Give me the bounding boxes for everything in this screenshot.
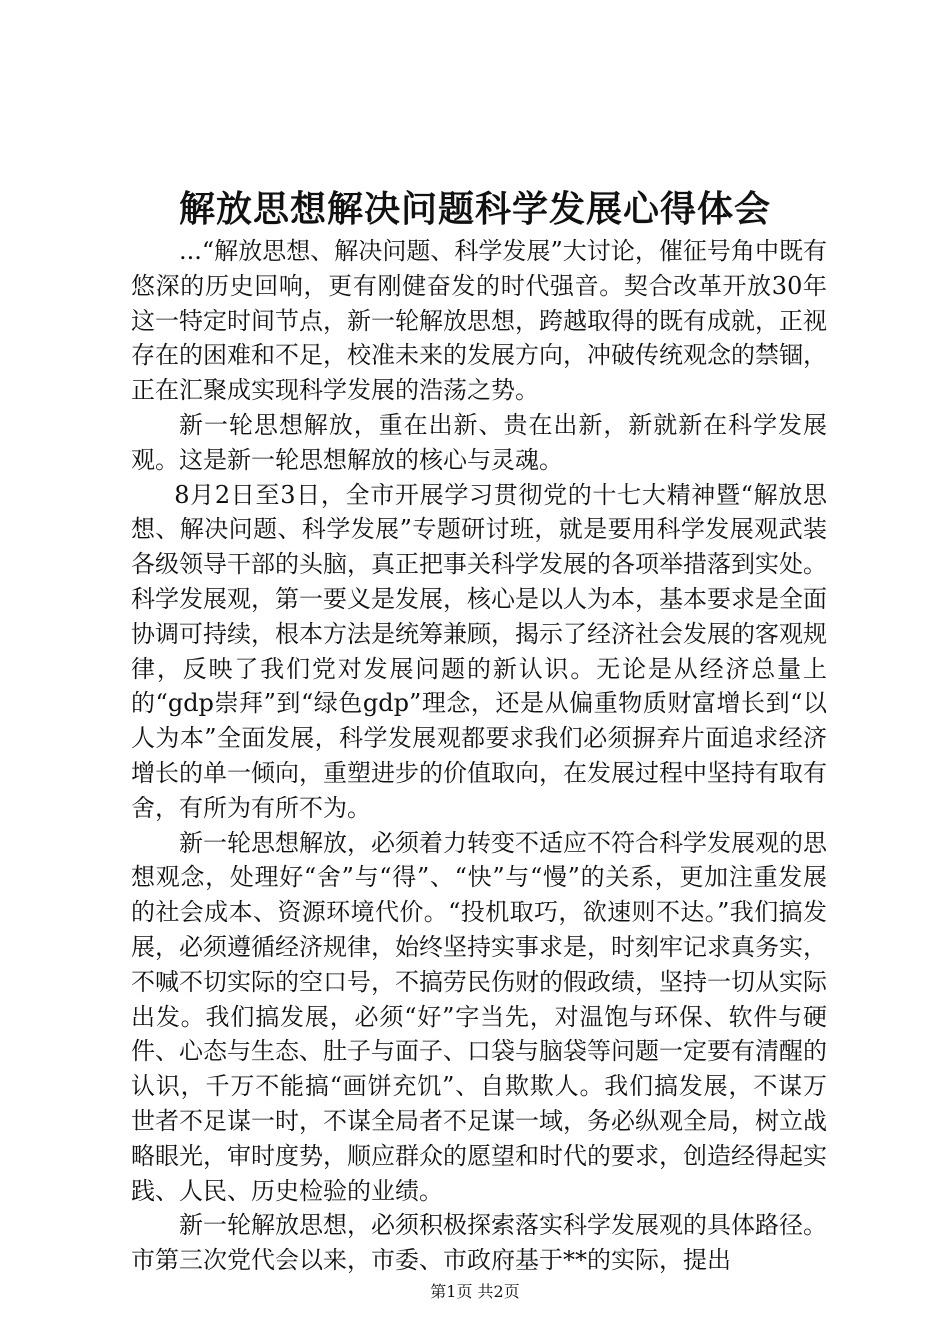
paragraph-4: 新一轮思想解放，必须着力转变不适应不符合科学发展观的思想观念，处理好“舍”与“得”、“快”与“慢”的关系，更加注重发展的社会成本、资源环境代价。“投机取巧，欲速则不达。”我们搞发展，必须遵循经济规律，始终坚持实事求是，时刻牢记求真务实，不喊不切实际的空口号，不搞劳民伤财的假政绩，坚持一切从实际出发。我们搞发展，必须“好”字当先，对温饱与环保、软件与硬件、心态与生态、肚子与面子、口袋与脑袋等问题一定要有清醒的认识，千万不能搞“画饼充饥”、自欺欺人。我们搞发展，不谋万世者不足谋一时，不谋全局者不足谋一域，务必纵观全局，树立战略眼光，审时度势，顺应群众的愿望和时代的要求，创造经得起实践、人民、历史检验的业绩。 bbox=[131, 828, 827, 1205]
paragraph-1: ...“解放思想、解决问题、科学发展”大讨论，催征号角中既有悠深的历史回响，更有刚健奋发的时代强音。契合改革开放30年这一特定时间节点，新一轮解放思想，跨越取得的既有成就，正视存在的困难和不足，校准未来的发展方向，冲破传统观念的禁锢，正在汇聚成实现科学发展的浩荡之势。 bbox=[131, 237, 827, 405]
document-body bbox=[131, 234, 827, 1278]
paragraph-2: 新一轮思想解放，重在出新、贵在出新，新就新在科学发展观。这是新一轮思想解放的核心与灵魂。 bbox=[131, 410, 827, 474]
document-title: 解放思想解决问题科学发展心得体会 bbox=[178, 188, 771, 230]
paragraph-3: 8月2日至3日，全市开展学习贯彻党的十七大精神暨“解放思想、解决问题、科学发展”专题研讨班，就是要用科学发展观武装各级领导干部的头脑，真正把事关科学发展的各项举措落到实处。科学发展观，第一要义是发展，核心是以人为本，基本要求是全面协调可持续，根本方法是统筹兼顾，揭示了经济社会发展的客观规律，反映了我们党对发展问题的新认识。无论是从经济总量上的“gdp崇拜”到“绿色gdp”理念，还是从偏重物质财富增长到“以人为本”全面发展，科学发展观都要求我们必须摒弃片面追求经济增长的单一倾向，重塑进步的价值取向，在发展过程中坚持有取有舍，有所为有所不为。 bbox=[131, 480, 827, 822]
paragraph-5: 新一轮解放思想，必须积极探索落实科学发展观的具体路径。市第三次党代会以来，市委、市政府基于**的实际，提出 bbox=[131, 1211, 827, 1275]
page-number-footer: 第1页 共2页 bbox=[430, 1282, 520, 1301]
